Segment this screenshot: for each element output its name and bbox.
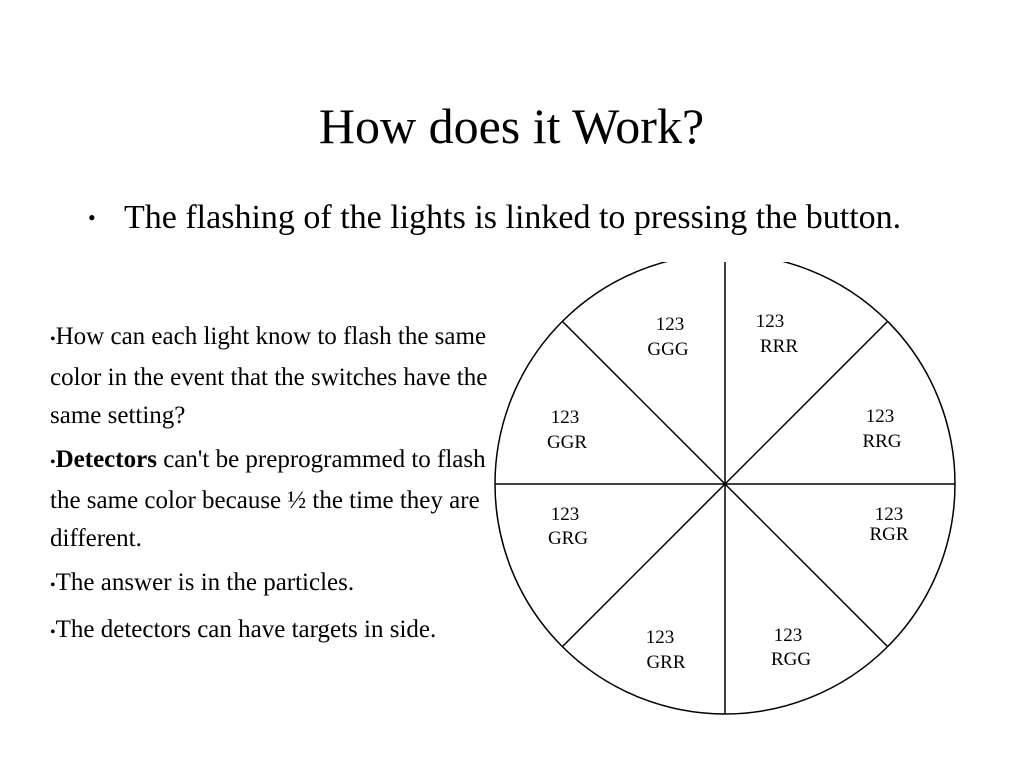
sub-bullet-bold-term: Detectors bbox=[55, 446, 157, 473]
segment-color-label: GRG bbox=[547, 528, 589, 549]
main-bullet bbox=[88, 196, 948, 240]
segment-number-label: 123 bbox=[874, 504, 904, 525]
sub-bullet-text: The detectors can have targets in side. bbox=[55, 616, 437, 643]
sub-bullet-list bbox=[50, 318, 495, 658]
bullet-icon: • bbox=[50, 577, 56, 594]
sub-bullet-item bbox=[50, 318, 495, 435]
bullet-icon: • bbox=[50, 331, 56, 348]
segment-number-label: 123 bbox=[773, 625, 803, 646]
sub-bullet-text: can't be preprogrammed to flash the same color because ½ the time they are different. bbox=[50, 446, 486, 552]
sub-bullet-item bbox=[50, 441, 495, 558]
sub-bullet-item bbox=[50, 611, 495, 652]
segment-color-label: RRR bbox=[759, 336, 799, 357]
segment-number-label: 123 bbox=[655, 314, 685, 335]
segment-color-label: RGR bbox=[869, 524, 909, 545]
segment-number-label: 123 bbox=[755, 311, 785, 332]
segment-color-label: RGG bbox=[770, 649, 812, 670]
switch-settings-wheel bbox=[490, 262, 960, 732]
segment-color-label: GGR bbox=[546, 432, 588, 453]
segment-number-label: 123 bbox=[865, 406, 895, 427]
segment-number-label: 123 bbox=[550, 504, 580, 525]
main-bullet-text: The flashing of the lights is linked to pressing the button. bbox=[124, 199, 902, 236]
segment-color-label: GRR bbox=[646, 652, 686, 673]
segment-color-label: GGG bbox=[647, 339, 689, 360]
segment-color-label: RRG bbox=[862, 431, 902, 452]
bullet-icon: • bbox=[50, 624, 56, 641]
segment-number-label: 123 bbox=[550, 407, 580, 428]
bullet-icon: • bbox=[88, 205, 96, 230]
sub-bullet-text: The answer is in the particles. bbox=[55, 569, 355, 596]
sub-bullet-text: How can each light know to flash the same color in the event that the switches have the same setting? bbox=[50, 323, 488, 429]
sub-bullet-item bbox=[50, 564, 495, 605]
bullet-icon: • bbox=[50, 454, 56, 471]
segment-number-label: 123 bbox=[645, 627, 675, 648]
slide-title: How does it Work? bbox=[318, 98, 705, 154]
